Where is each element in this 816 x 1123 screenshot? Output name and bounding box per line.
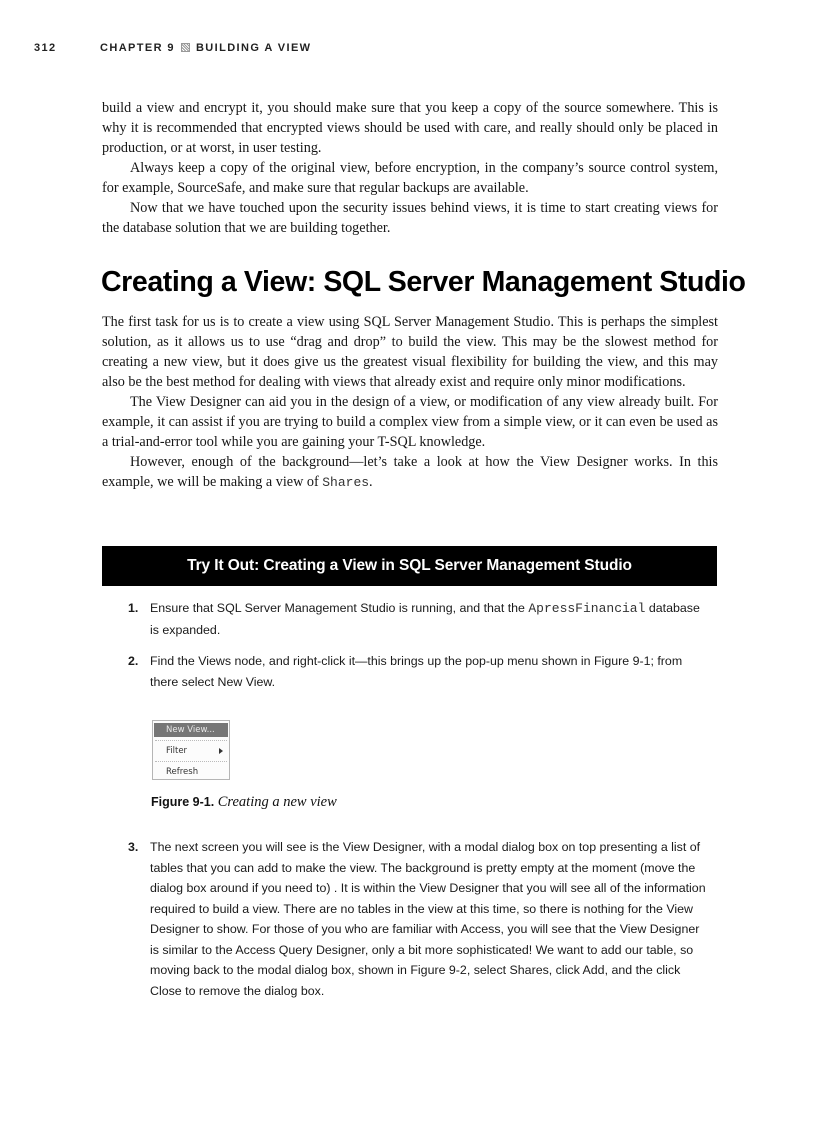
section-paragraph-2: The View Designer can aid you in the design of a view, or modification of any view already built. For example, it can assist if you are trying to build a complex view from a simple view, or it can even be used as a trial-and-error tool while you are gaining your T-SQL knowledge.: [102, 394, 718, 450]
intro-text: [102, 98, 718, 238]
menu-divider: [155, 761, 227, 762]
menu-item-refresh[interactable]: Refresh: [166, 767, 199, 777]
menu-divider: [155, 740, 227, 741]
figure-label: Figure 9-1.: [151, 795, 215, 809]
intro-paragraph-2: Always keep a copy of the original view, before encryption, in the company’s source control system, for example, SourceSafe, and make sure that regular backups are available.: [102, 160, 718, 196]
figure-title: Creating a new view: [217, 794, 337, 810]
section-paragraph-3-end: .: [369, 474, 373, 490]
section-paragraph-1: The first task for us is to create a view using SQL Server Management Studio. This is perhaps the simplest solution, as it allows us to use “drag and drop” to build the view. This may be the slowest method for creating a new view, but it does give us the greatest visual flexibility for building the view, and this may also be the best method for dealing with views that already exist and require only minor modifications.: [102, 314, 718, 390]
submenu-arrow-icon: [219, 748, 223, 754]
try-it-out-banner: [102, 546, 717, 586]
step-number: 2.: [128, 654, 139, 668]
step-text: Find the Views node, and right-click it—this brings up the pop-up menu shown in Figure 9-1; from there select New View.: [150, 654, 683, 689]
section-paragraph-3: [102, 452, 718, 493]
section-body: [102, 312, 718, 493]
step-number: 1.: [128, 601, 139, 615]
try-it-out-title: Try It Out: Creating a View in SQL Server Management Studio: [187, 557, 632, 574]
step-number: 3.: [128, 840, 139, 854]
step-text: The next screen you will see is the View Designer, with a modal dialog box on top presenting a list of tables that you can add to make the view. The background is pretty empty at the moment (move the dialog box around if you need to) . It is within the View Designer that you will see all of the information required to build a view. There are no tables in the view at this time, so there is nothing for the View Designer to show. For those of you who are familiar with Access, you will see that the View Designer is similar to the Access Query Designer, only a bit more sophisticated! We want to add our table, so moving back to the modal dialog box, shown in Figure 9-2, select Shares, click Add, and the click Close to remove the dialog box.: [150, 840, 706, 998]
page-number: 312: [34, 42, 57, 54]
menu-item-new-view[interactable]: New View...: [154, 723, 228, 737]
step-1: [128, 598, 708, 640]
chapter-title: BUILDING A VIEW: [195, 42, 312, 54]
step-text: Ensure that SQL Server Management Studio is running, and that the ApressFinancial database is expanded.: [150, 601, 700, 637]
figure-caption: [151, 794, 337, 811]
running-head: [34, 42, 311, 54]
intro-paragraph-1: build a view and encrypt it, you should make sure that you keep a copy of the source somewhere. This is why it is recommended that encrypted views should be used with care, and really should only be placed in production, or at worst, in user testing.: [102, 100, 718, 156]
intro-paragraph-3: Now that we have touched upon the security issues behind views, it is time to start creating views for the database solution that we are building together.: [102, 200, 718, 236]
shares-code: Shares: [322, 475, 370, 490]
database-code: ApressFinancial: [528, 601, 646, 616]
context-menu-figure: [152, 720, 230, 780]
section-paragraph-3-text: However, enough of the background—let’s take a look at how the View Designer works. In this example, we will be making a view of: [102, 454, 718, 490]
chapter-label: CHAPTER 9: [100, 42, 175, 54]
section-heading: Creating a View: SQL Server Management Studio: [101, 266, 746, 298]
step-2: [128, 651, 708, 692]
step-3: [128, 837, 708, 1001]
separator-icon: [181, 43, 190, 52]
menu-item-filter[interactable]: Filter: [154, 744, 228, 758]
